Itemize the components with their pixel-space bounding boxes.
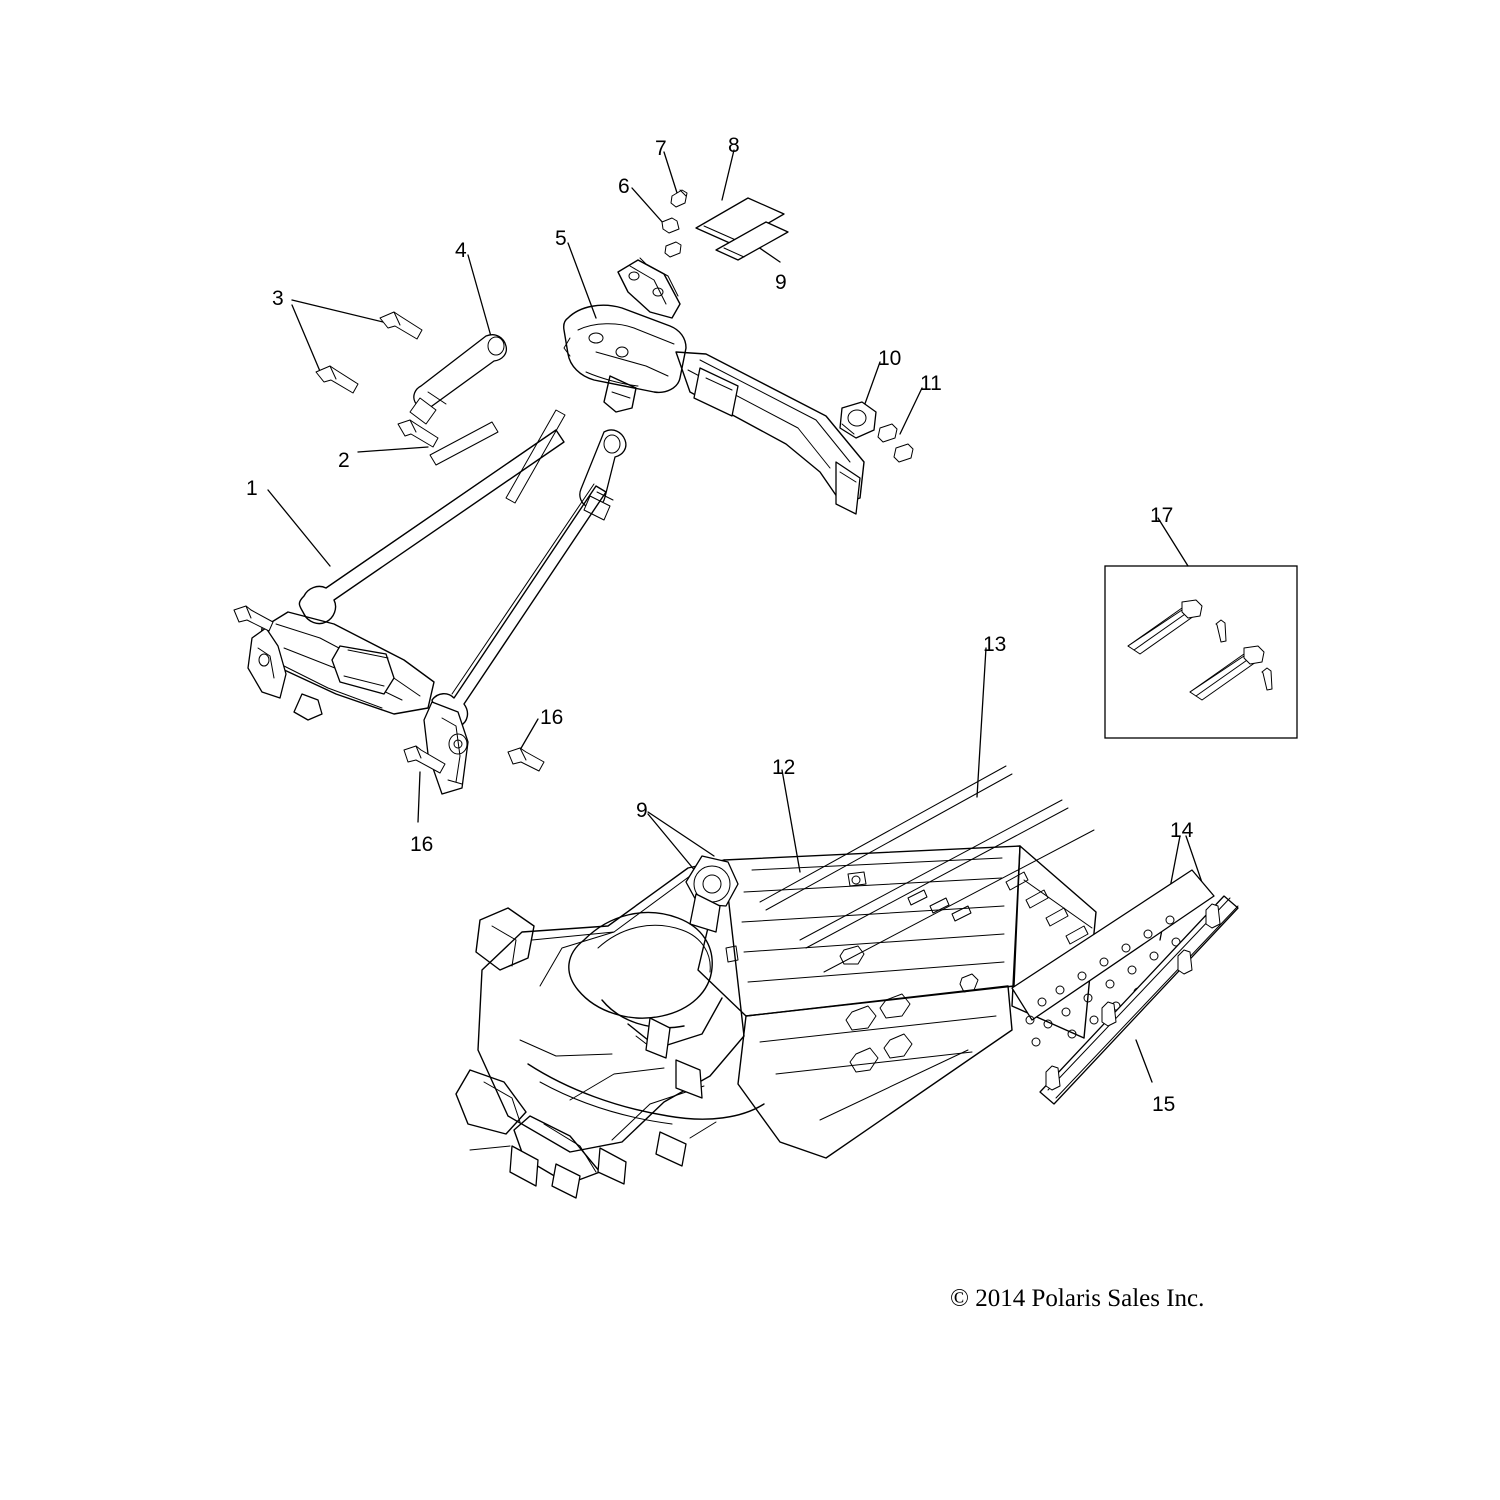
- callout-16-lower: 16: [410, 833, 434, 856]
- callout-9: 9: [775, 271, 787, 294]
- copyright-text: 2014 Polaris Sales Inc.: [975, 1285, 1205, 1312]
- leader-lines: [268, 150, 1208, 1082]
- callout-6: 6: [618, 175, 630, 198]
- callout-11: 11: [920, 372, 942, 395]
- part-1-front-suspension-frame: [234, 430, 606, 794]
- parts-6-7-8-9-plate-and-fasteners: [662, 190, 788, 260]
- part-2-wear-strips: [430, 410, 565, 503]
- callout-3: 3: [272, 287, 284, 310]
- callout-15: 15: [1152, 1093, 1176, 1116]
- callout-10: 10: [878, 347, 902, 370]
- callout-8: 8: [728, 134, 740, 157]
- part-3-bolts: [316, 312, 422, 393]
- callout-17: 17: [1150, 504, 1174, 527]
- callout-1: 1: [246, 477, 258, 500]
- callout-5: 5: [555, 227, 567, 250]
- copyright-symbol: ©: [950, 1285, 969, 1312]
- part-17-inset: [1105, 566, 1297, 738]
- callout-13: 13: [983, 633, 1007, 656]
- callout-9-lower: 9: [636, 799, 648, 822]
- callout-16-upper: 16: [540, 706, 564, 729]
- main-chassis-assembly: [456, 766, 1214, 1198]
- copyright-notice: [950, 1285, 1204, 1313]
- callout-14: 14: [1170, 819, 1194, 842]
- callout-2: 2: [338, 449, 350, 472]
- part-10-bracket-and-11-nut: [840, 402, 913, 462]
- callout-4: 4: [455, 239, 467, 262]
- callout-7: 7: [655, 137, 667, 160]
- callout-12: 12: [772, 756, 796, 779]
